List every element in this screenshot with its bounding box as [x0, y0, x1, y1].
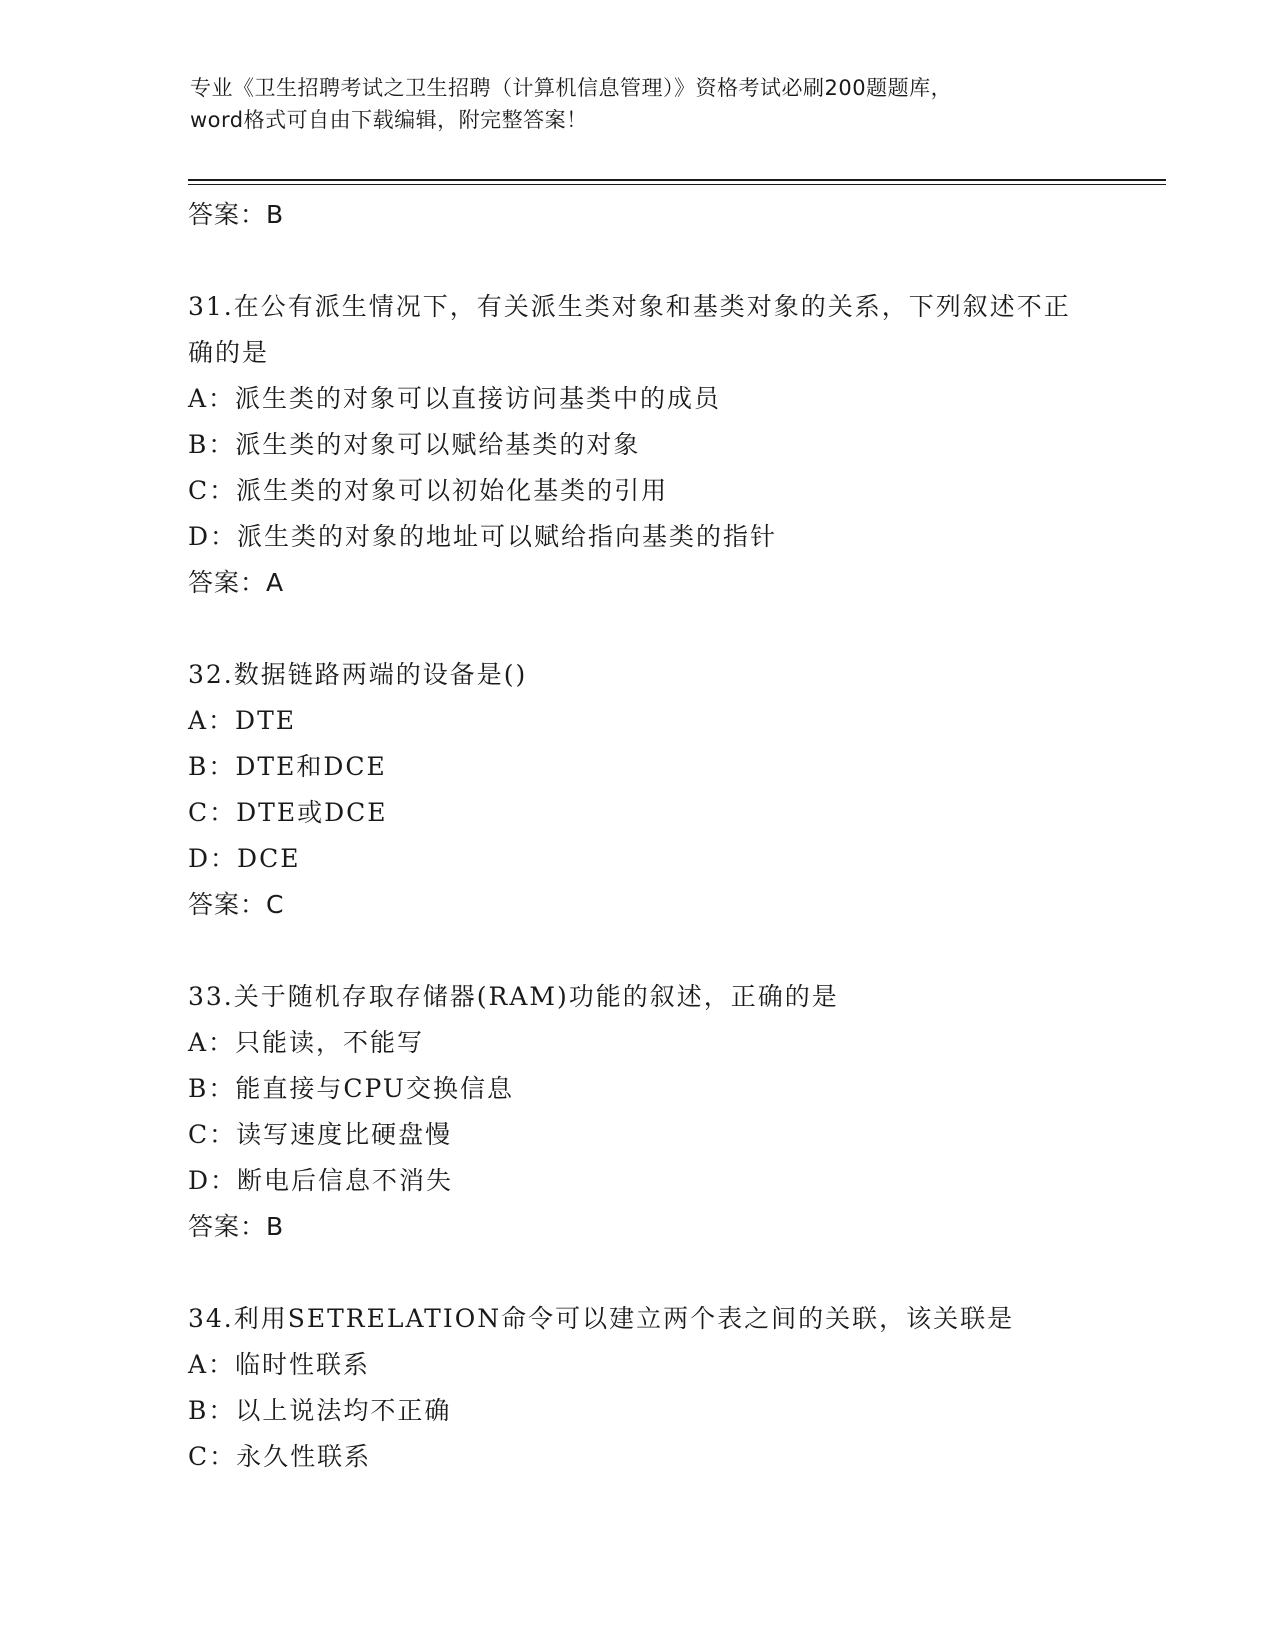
- question-31-option-b: B：派生类的对象可以赋给基类的对象: [188, 430, 641, 459]
- question-list: [188, 192, 1088, 1480]
- question-32-option-d: D：DCE: [188, 844, 301, 873]
- header-divider-thin: [188, 184, 1166, 185]
- question-32: [188, 652, 1088, 928]
- question-32-answer: 答案：C: [188, 890, 285, 919]
- header-line-1: 专业《卫生招聘考试之卫生招聘（计算机信息管理）》资格考试必刷200题题库，: [190, 76, 953, 100]
- header-line-2: word格式可自由下载编辑，附完整答案！: [190, 108, 588, 132]
- header-divider-thick: [188, 179, 1166, 181]
- question-32-option-c: C：DTE或DCE: [188, 798, 388, 827]
- question-33-option-c: C：读写速度比硬盘慢: [188, 1120, 453, 1149]
- question-32-text: 32.数据链路两端的设备是(): [188, 660, 528, 689]
- question-34-option-b: B：以上说法均不正确: [188, 1396, 452, 1425]
- question-33-answer: 答案：B: [188, 1212, 285, 1241]
- spacer: [188, 606, 1088, 652]
- spacer: [188, 928, 1088, 974]
- question-33-option-a: A：只能读，不能写: [188, 1028, 425, 1057]
- question-31-text: 31.在公有派生情况下，有关派生类对象和基类对象的关系，下列叙述不正确的是: [188, 292, 1071, 367]
- question-33-option-d: D：断电后信息不消失: [188, 1166, 454, 1195]
- question-31: [188, 284, 1088, 606]
- question-31-option-d: D：派生类的对象的地址可以赋给指向基类的指针: [188, 522, 778, 551]
- question-34-option-a: A：临时性联系: [188, 1350, 371, 1379]
- question-32-option-b: B：DTE和DCE: [188, 752, 387, 781]
- question-31-option-c: C：派生类的对象可以初始化基类的引用: [188, 476, 669, 505]
- question-34-text: 34.利用SETRELATION命令可以建立两个表之间的关联，该关联是: [188, 1304, 1015, 1333]
- question-32-option-a: A：DTE: [188, 706, 297, 735]
- question-34-option-c: C：永久性联系: [188, 1442, 372, 1471]
- spacer: [188, 1250, 1088, 1296]
- question-33: [188, 974, 1088, 1250]
- document-header: [190, 72, 1090, 136]
- question-31-option-a: A：派生类的对象可以直接访问基类中的成员: [188, 384, 722, 413]
- question-34: [188, 1296, 1088, 1480]
- question-31-answer: 答案：A: [188, 568, 285, 597]
- answer-q30: 答案：B: [188, 200, 285, 229]
- question-33-option-b: B：能直接与CPU交换信息: [188, 1074, 514, 1103]
- question-33-text: 33.关于随机存取存储器(RAM)功能的叙述，正确的是: [188, 982, 839, 1011]
- spacer: [188, 238, 1088, 284]
